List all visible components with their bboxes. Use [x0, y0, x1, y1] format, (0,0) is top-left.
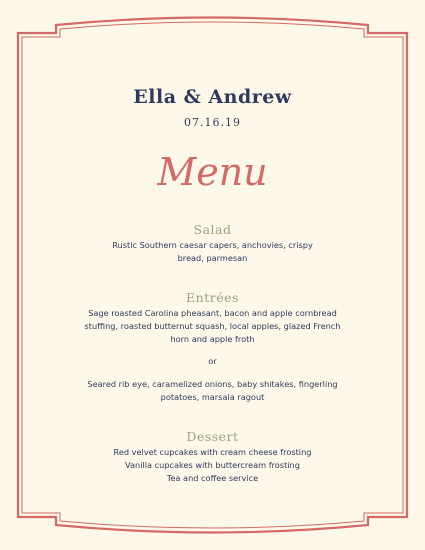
entree-line: stuffing, roasted butternut squash, local apples, glazed French: [84, 321, 341, 331]
dessert-line: Tea and coffee service: [166, 473, 259, 483]
entree-line: potatoes, marsala ragout: [160, 392, 265, 402]
entree-line: horn and apple froth: [170, 334, 255, 344]
dessert-line: Vanilla cupcakes with buttercream frosting: [125, 460, 300, 470]
entree-separator: or: [208, 356, 217, 366]
dessert-line: Red velvet cupcakes with cream cheese frosting: [113, 447, 312, 457]
couple-names: Ella & Andrew: [133, 86, 292, 108]
entree-line: Sage roasted Carolina pheasant, bacon and apple cornbread: [88, 308, 337, 318]
entree-option-1: [40, 307, 385, 346]
entrees-title: Entrées: [186, 290, 239, 305]
salad-line: bread, parmesan: [177, 253, 248, 263]
salad-title: Salad: [193, 222, 232, 237]
entree-line: Seared rib eye, caramelized onions, baby shitakes, fingerling: [87, 379, 338, 389]
dessert-description: [40, 446, 385, 485]
entree-option-2: [40, 378, 385, 404]
salad-description: [40, 239, 385, 265]
dessert-title: Dessert: [186, 429, 239, 444]
event-date: 07.16.19: [184, 116, 241, 129]
salad-line: Rustic Southern caesar capers, anchovies, crispy: [112, 240, 313, 250]
menu-title: Menu: [157, 150, 268, 194]
